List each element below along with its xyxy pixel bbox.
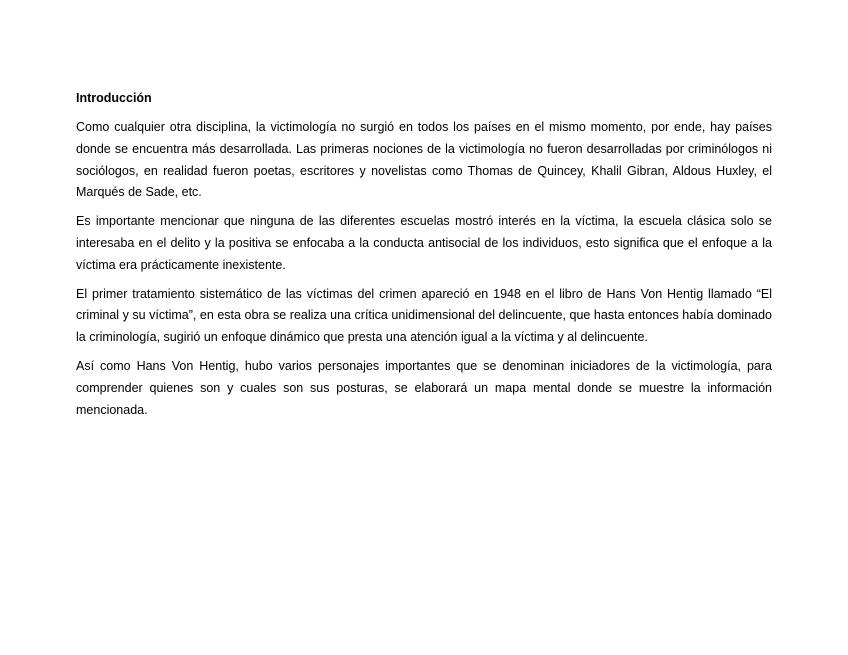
document-page [76, 88, 772, 428]
paragraph-2: Es importante mencionar que ninguna de las diferentes escuelas mostró interés en la víctima, la escuela clásica solo se interesaba en el delito y la positiva se enfocaba a la conducta antisocial de los individuos, esto significa que el enfoque a la víctima era prácticamente inexistente. [76, 214, 772, 272]
paragraph-3: El primer tratamiento sistemático de las víctimas del crimen apareció en 1948 en el libro de Hans Von Hentig llamado “El criminal y su víctima”, en esta obra se realiza una crítica unidimensional del delincuente, que hasta entonces había dominado la criminología, sugirió un enfoque dinámico que presta una atención igual a la víctima y al delincuente. [76, 286, 772, 345]
paragraph-4: Así como Hans Von Hentig, hubo varios personajes importantes que se denominan iniciadores de la victimología, para comprender quienes son y cuales son sus posturas, se elaborará un mapa mental donde se muestre la información mencionada. [76, 358, 772, 417]
paragraph-1: Como cualquier otra disciplina, la victimología no surgió en todos los países en el mismo momento, por ende, hay países donde se encuentra más desarrollada. Las primeras nociones de la victimología no fueron desarrolladas por criminólogos ni sociólogos, en realidad fueron poetas, escritores y novelistas como Thomas de Quincey, Khalil Gibran, Aldous Huxley, el Marqués de Sade, etc. [76, 120, 772, 200]
section-heading: Introducción [76, 91, 152, 105]
